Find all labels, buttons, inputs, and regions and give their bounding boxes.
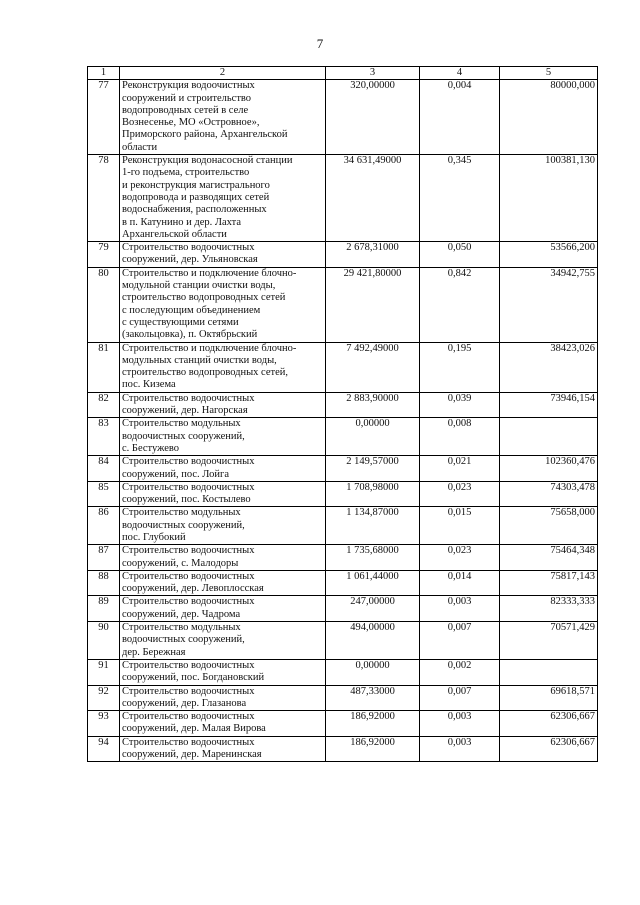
table-row bbox=[88, 392, 598, 418]
value-col-3: 0,00000 bbox=[326, 418, 420, 456]
value-col-3: 34 631,49000 bbox=[326, 155, 420, 242]
object-name: Строительство водоочистных сооружений, дер. Чадрома bbox=[120, 596, 326, 622]
value-col-4: 0,003 bbox=[420, 711, 500, 737]
row-number: 90 bbox=[88, 622, 120, 660]
table-row bbox=[88, 267, 598, 342]
table-row bbox=[88, 685, 598, 711]
row-number: 85 bbox=[88, 481, 120, 507]
value-col-3: 186,92000 bbox=[326, 736, 420, 762]
value-col-3: 1 735,68000 bbox=[326, 545, 420, 571]
table-row bbox=[88, 507, 598, 545]
value-col-5: 74303,478 bbox=[500, 481, 598, 507]
table-body bbox=[88, 80, 598, 762]
value-col-5: 73946,154 bbox=[500, 392, 598, 418]
object-name: Строительство водоочистных сооружений, пос. Костылево bbox=[120, 481, 326, 507]
row-number: 80 bbox=[88, 267, 120, 342]
table-row bbox=[88, 155, 598, 242]
value-col-5: 75658,000 bbox=[500, 507, 598, 545]
value-col-5: 80000,000 bbox=[500, 80, 598, 155]
object-name: Строительство водоочистных сооружений, с. Малодоры bbox=[120, 545, 326, 571]
object-name: Реконструкция водонасосной станции 1-го подъема, строительство и реконструкция магистрального водопровода и разводящих сетей водоснабжения, расположенных в п. Катунино и дер. Лахта Архангельской области bbox=[120, 155, 326, 242]
value-col-3: 0,00000 bbox=[326, 659, 420, 685]
row-number: 87 bbox=[88, 545, 120, 571]
value-col-4: 0,023 bbox=[420, 545, 500, 571]
row-number: 86 bbox=[88, 507, 120, 545]
value-col-5: 100381,130 bbox=[500, 155, 598, 242]
value-col-5: 70571,429 bbox=[500, 622, 598, 660]
value-col-4: 0,021 bbox=[420, 456, 500, 482]
object-name: Строительство водоочистных сооружений, дер. Малая Вирова bbox=[120, 711, 326, 737]
value-col-5: 62306,667 bbox=[500, 711, 598, 737]
object-name: Строительство водоочистных сооружений, дер. Глазанова bbox=[120, 685, 326, 711]
row-number: 78 bbox=[88, 155, 120, 242]
value-col-4: 0,014 bbox=[420, 570, 500, 596]
value-col-4: 0,007 bbox=[420, 622, 500, 660]
object-name: Строительство водоочистных сооружений, пос. Лойга bbox=[120, 456, 326, 482]
value-col-4: 0,007 bbox=[420, 685, 500, 711]
value-col-5: 75464,348 bbox=[500, 545, 598, 571]
value-col-3: 494,00000 bbox=[326, 622, 420, 660]
table-row bbox=[88, 545, 598, 571]
row-number: 92 bbox=[88, 685, 120, 711]
table-row bbox=[88, 418, 598, 456]
value-col-4: 0,195 bbox=[420, 342, 500, 392]
value-col-3: 1 061,44000 bbox=[326, 570, 420, 596]
value-col-4: 0,008 bbox=[420, 418, 500, 456]
table-row bbox=[88, 242, 598, 268]
table-row bbox=[88, 622, 598, 660]
value-col-4: 0,015 bbox=[420, 507, 500, 545]
value-col-4: 0,004 bbox=[420, 80, 500, 155]
value-col-5 bbox=[500, 418, 598, 456]
value-col-5: 69618,571 bbox=[500, 685, 598, 711]
value-col-3: 2 149,57000 bbox=[326, 456, 420, 482]
table-row bbox=[88, 596, 598, 622]
value-col-5 bbox=[500, 659, 598, 685]
table-row bbox=[88, 456, 598, 482]
row-number: 89 bbox=[88, 596, 120, 622]
row-number: 94 bbox=[88, 736, 120, 762]
table-row bbox=[88, 711, 598, 737]
object-name: Реконструкция водоочистных сооружений и строительство водопроводных сетей в селе Вознесенье, МО «Островное», Приморского района, Архангельской области bbox=[120, 80, 326, 155]
value-col-3: 186,92000 bbox=[326, 711, 420, 737]
value-col-4: 0,039 bbox=[420, 392, 500, 418]
column-header-3: 3 bbox=[326, 67, 420, 80]
value-col-5: 75817,143 bbox=[500, 570, 598, 596]
object-name: Строительство модульных водоочистных сооружений, дер. Бережная bbox=[120, 622, 326, 660]
object-name: Строительство водоочистных сооружений, дер. Маренинская bbox=[120, 736, 326, 762]
row-number: 91 bbox=[88, 659, 120, 685]
object-name: Строительство водоочистных сооружений, дер. Левоплосская bbox=[120, 570, 326, 596]
data-table bbox=[87, 66, 598, 762]
table-row bbox=[88, 736, 598, 762]
row-number: 77 bbox=[88, 80, 120, 155]
row-number: 82 bbox=[88, 392, 120, 418]
value-col-4: 0,345 bbox=[420, 155, 500, 242]
column-header-4: 4 bbox=[420, 67, 500, 80]
object-name: Строительство водоочистных сооружений, дер. Ульяновская bbox=[120, 242, 326, 268]
value-col-5: 82333,333 bbox=[500, 596, 598, 622]
row-number: 81 bbox=[88, 342, 120, 392]
object-name: Строительство модульных водоочистных сооружений, с. Бестужево bbox=[120, 418, 326, 456]
row-number: 79 bbox=[88, 242, 120, 268]
value-col-5: 102360,476 bbox=[500, 456, 598, 482]
value-col-3: 247,00000 bbox=[326, 596, 420, 622]
value-col-4: 0,023 bbox=[420, 481, 500, 507]
header-row bbox=[88, 67, 598, 80]
value-col-3: 29 421,80000 bbox=[326, 267, 420, 342]
table-row bbox=[88, 659, 598, 685]
value-col-5: 38423,026 bbox=[500, 342, 598, 392]
object-name: Строительство и подключение блочно- модульной станции очистки воды, строительство водопроводных сетей с последующим объединением с существующими сетями (закольцовка), п. Октябрьский bbox=[120, 267, 326, 342]
table-row bbox=[88, 481, 598, 507]
table-row bbox=[88, 80, 598, 155]
column-header-2: 2 bbox=[120, 67, 326, 80]
value-col-4: 0,050 bbox=[420, 242, 500, 268]
table-header bbox=[88, 67, 598, 80]
value-col-3: 1 134,87000 bbox=[326, 507, 420, 545]
value-col-4: 0,002 bbox=[420, 659, 500, 685]
object-name: Строительство и подключение блочно- модульных станций очистки воды, строительство водопроводных сетей, пос. Кизема bbox=[120, 342, 326, 392]
value-col-3: 320,00000 bbox=[326, 80, 420, 155]
row-number: 93 bbox=[88, 711, 120, 737]
value-col-5: 34942,755 bbox=[500, 267, 598, 342]
row-number: 83 bbox=[88, 418, 120, 456]
value-col-4: 0,842 bbox=[420, 267, 500, 342]
row-number: 88 bbox=[88, 570, 120, 596]
value-col-3: 2 883,90000 bbox=[326, 392, 420, 418]
value-col-3: 7 492,49000 bbox=[326, 342, 420, 392]
value-col-4: 0,003 bbox=[420, 596, 500, 622]
object-name: Строительство водоочистных сооружений, пос. Богдановский bbox=[120, 659, 326, 685]
object-name: Строительство модульных водоочистных сооружений, пос. Глубокий bbox=[120, 507, 326, 545]
object-name: Строительство водоочистных сооружений, дер. Нагорская bbox=[120, 392, 326, 418]
table-row bbox=[88, 570, 598, 596]
value-col-5: 53566,200 bbox=[500, 242, 598, 268]
column-header-5: 5 bbox=[500, 67, 598, 80]
value-col-3: 2 678,31000 bbox=[326, 242, 420, 268]
value-col-5: 62306,667 bbox=[500, 736, 598, 762]
row-number: 84 bbox=[88, 456, 120, 482]
value-col-4: 0,003 bbox=[420, 736, 500, 762]
column-header-1: 1 bbox=[88, 67, 120, 80]
page-number: 7 bbox=[316, 36, 324, 51]
value-col-3: 487,33000 bbox=[326, 685, 420, 711]
value-col-3: 1 708,98000 bbox=[326, 481, 420, 507]
table-row bbox=[88, 342, 598, 392]
